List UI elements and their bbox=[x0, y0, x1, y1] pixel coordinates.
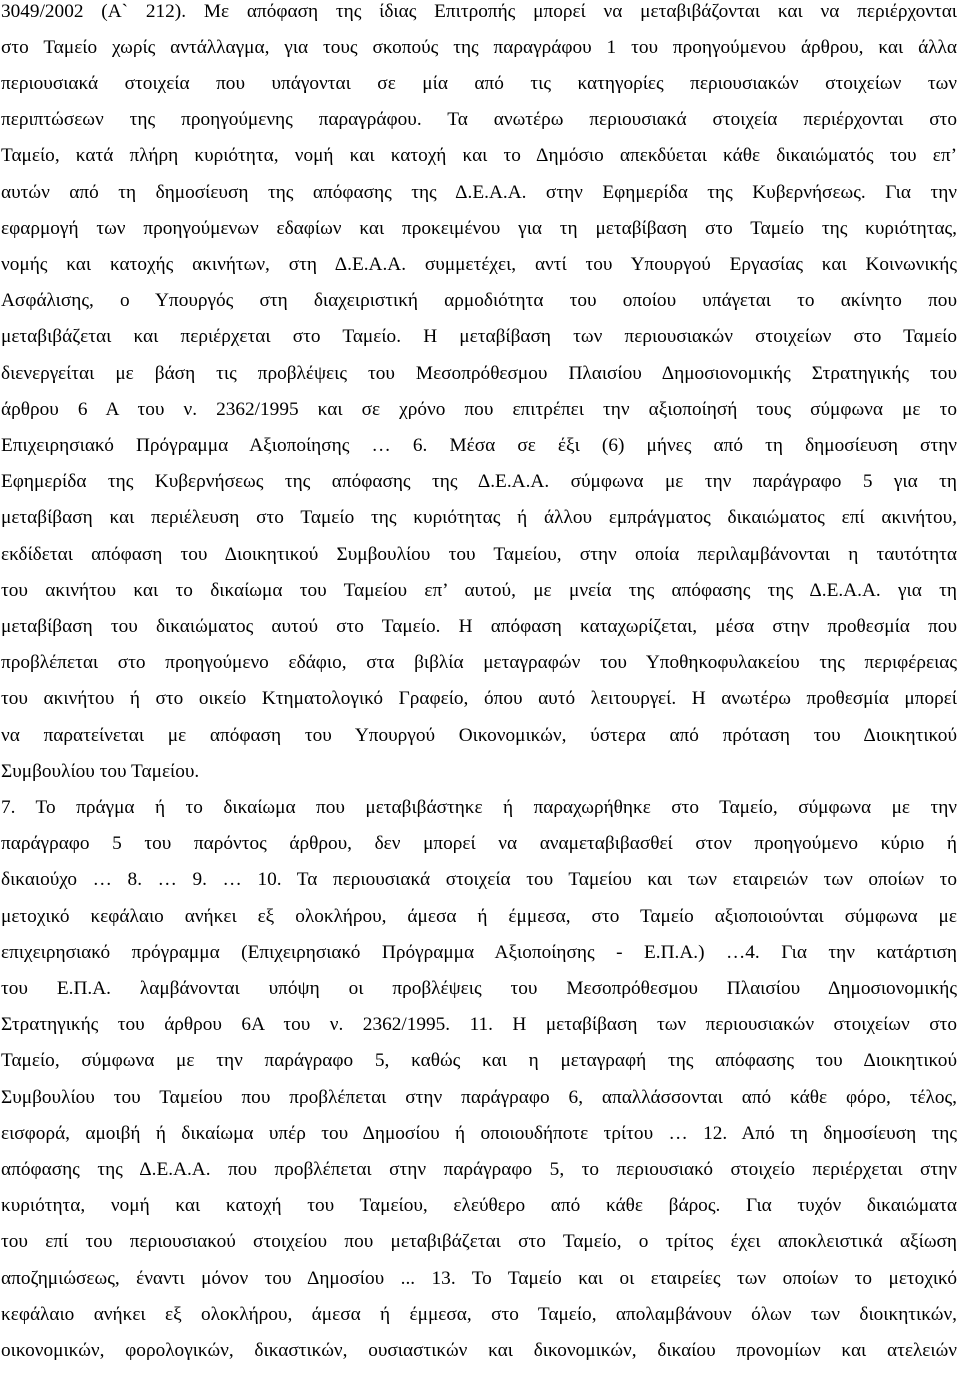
text-line: του Ε.Π.Α. λαμβάνονται υπόψη οι προβλέψεις του Μεσοπρόθεσμου Πλαισίου Δημοσιονομικής bbox=[1, 978, 957, 999]
text-line: οικονομικών, φορολογικών, δικαστικών, ουσιαστικών και δικονομικών, δικαίου προνομίων και ατελειών bbox=[1, 1340, 957, 1361]
text-line: Εφημερίδα της Κυβερνήσεως της απόφασης της Δ.Ε.Α.Α. σύμφωνα με την παράγραφο 5 για τη bbox=[1, 471, 957, 492]
text-line: εφαρμογή των προηγούμενων εδαφίων και προκειμένου για τη μεταβίβαση στο Ταμείο της κυριότητας, bbox=[1, 218, 957, 239]
text-line: διενεργείται με βάση τις προβλέψεις του Μεσοπρόθεσμου Πλαισίου Δημοσιονομικής Στρατηγικής του bbox=[1, 363, 957, 384]
text-line: εισφορά, αμοιβή ή δικαίωμα υπέρ του Δημοσίου ή οποιουδήποτε τρίτου … 12. Από τη δημοσίευση της bbox=[1, 1123, 957, 1144]
text-line: κεφάλαιο ανήκει εξ ολοκλήρου, άμεσα ή έμμεσα, στο Ταμείο, απολαμβάνουν όλων των διοικητικών, bbox=[1, 1304, 957, 1325]
text-line: Ταμείο, σύμφωνα με την παράγραφο 5, καθώς και η μεταγραφή της απόφασης του Διοικητικού bbox=[1, 1050, 957, 1071]
text-line: 7. Το πράγμα ή το δικαίωμα που μεταβιβάστηκε ή παραχωρήθηκε στο Ταμείο, σύμφωνα με την bbox=[1, 797, 957, 818]
text-line: απόφασης της Δ.Ε.Α.Α. που προβλέπεται στην παράγραφο 5, το περιουσιακό στοιχείο περιέρχεται στην bbox=[1, 1159, 957, 1180]
text-line: στο Ταμείο χωρίς αντάλλαγμα, για τους σκοπούς της παραγράφου 1 του προηγούμενου άρθρου, και άλλα bbox=[1, 37, 957, 58]
text-line: Στρατηγικής του άρθρου 6Α του ν. 2362/1995. 11. Η μεταβίβαση των περιουσιακών στοιχείων στο bbox=[1, 1014, 957, 1035]
text-line: Ασφάλισης, ο Υπουργός στη διαχειριστική αρμοδιότητα του οποίου υπάγεται το ακίνητο που bbox=[1, 290, 957, 311]
text-line: μεταβίβαση και περιέλευση στο Ταμείο της κυριότητας ή άλλου εμπράγματος δικαιώματος επί ακινήτου, bbox=[1, 507, 957, 528]
text-line: περιπτώσεων της προηγούμενης παραγράφου. Τα ανωτέρω περιουσιακά στοιχεία περιέρχονται στο bbox=[1, 109, 957, 130]
text-line: του ακινήτου και το δικαίωμα του Ταμείου επ’ αυτού, με μνεία της απόφασης της Δ.Ε.Α.Α. για τη bbox=[1, 580, 957, 601]
text-line: δικαιούχο … 8. … 9. … 10. Τα περιουσιακά στοιχεία του Ταμείου και των εταιρειών των οποίων το bbox=[1, 869, 957, 890]
text-line: κυριότητα, νομή και κατοχή του Ταμείου, ελεύθερο από κάθε βάρος. Για τυχόν δικαιώματα bbox=[1, 1195, 957, 1216]
text-line: του ακινήτου ή στο οικείο Κτηματολογικό Γραφείο, όπου αυτό λειτουργεί. Η ανωτέρω προθεσμία μπορεί bbox=[1, 688, 957, 709]
text-line: αυτών από τη δημοσίευση της απόφασης της Δ.Ε.Α.Α. στην Εφημερίδα της Κυβερνήσεως. Για την bbox=[1, 182, 957, 203]
text-line: 3049/2002 (Α` 212). Με απόφαση της ίδιας Επιτροπής μπορεί να μεταβιβάζονται και να περιέρχονται bbox=[1, 1, 957, 22]
text-line: μεταβίβαση του δικαιώματος αυτού στο Ταμείο. Η απόφαση καταχωρίζεται, μέσα στην προθεσμία που bbox=[1, 616, 957, 637]
text-line: Επιχειρησιακό Πρόγραμμα Αξιοποίησης … 6. Μέσα σε έξι (6) μήνες από τη δημοσίευση στην bbox=[1, 435, 957, 456]
text-line: Συμβουλίου του Ταμείου. bbox=[1, 761, 200, 782]
text-line: Ταμείο, κατά πλήρη κυριότητα, νομή και κατοχή και το Δημόσιο απεκδύεται κάθε δικαιώματός του επ’ bbox=[1, 145, 957, 166]
text-line: περιουσιακά στοιχεία που υπάγονται σε μία από τις κατηγορίες περιουσιακών στοιχείων των bbox=[1, 73, 957, 94]
text-line: μετοχικό κεφάλαιο ανήκει εξ ολοκλήρου, άμεσα ή έμμεσα, στο Ταμείο αξιοποιούνται σύμφωνα με bbox=[1, 906, 957, 927]
text-line: αποζημιώσεως, έναντι μόνον του Δημοσίου ... 13. Το Ταμείο και οι εταιρείες των οποίων το μετοχικό bbox=[1, 1268, 957, 1289]
text-line: επιχειρησιακό πρόγραμμα (Επιχειρησιακό Πρόγραμμα Αξιοποίησης - Ε.Π.Α.) …4. Για την κατάρτιση bbox=[1, 942, 957, 963]
text-line: προβλέπεται στο προηγούμενο εδάφιο, στα βιβλία μεταγραφών του Υποθηκοφυλακείου της περιφέρειας bbox=[1, 652, 957, 673]
text-line: άρθρου 6 Α του ν. 2362/1995 και σε χρόνο που επιτρέπει την αξιοποίησή τους σύμφωνα με το bbox=[1, 399, 957, 420]
text-line: εκδίδεται απόφαση του Διοικητικού Συμβουλίου του Ταμείου, στην οποία περιλαμβάνονται η ταυτότητα bbox=[1, 544, 957, 565]
text-line: να παρατείνεται με απόφαση του Υπουργού Οικονομικών, ύστερα από πρόταση του Διοικητικού bbox=[1, 725, 957, 746]
text-line: παράγραφο 5 του παρόντος άρθρου, δεν μπορεί να αναμεταβιβασθεί στον προηγούμενο κύριο ή bbox=[1, 833, 957, 854]
text-line: μεταβιβάζεται και περιέρχεται στο Ταμείο. Η μεταβίβαση των περιουσιακών στοιχείων στο Ταμείο bbox=[1, 326, 957, 347]
text-line: Συμβουλίου του Ταμείου που προβλέπεται στην παράγραφο 6, απαλλάσσονται από κάθε φόρο, τέλος, bbox=[1, 1087, 957, 1108]
text-line: νομής και κατοχής ακινήτων, στη Δ.Ε.Α.Α. συμμετέχει, αντί του Υπουργού Εργασίας και Κοινωνικής bbox=[1, 254, 957, 275]
text-line: του επί του περιουσιακού στοιχείου που μεταβιβάζεται στο Ταμείο, ο τρίτος έχει αποκλειστικά αξίωση bbox=[1, 1231, 957, 1252]
